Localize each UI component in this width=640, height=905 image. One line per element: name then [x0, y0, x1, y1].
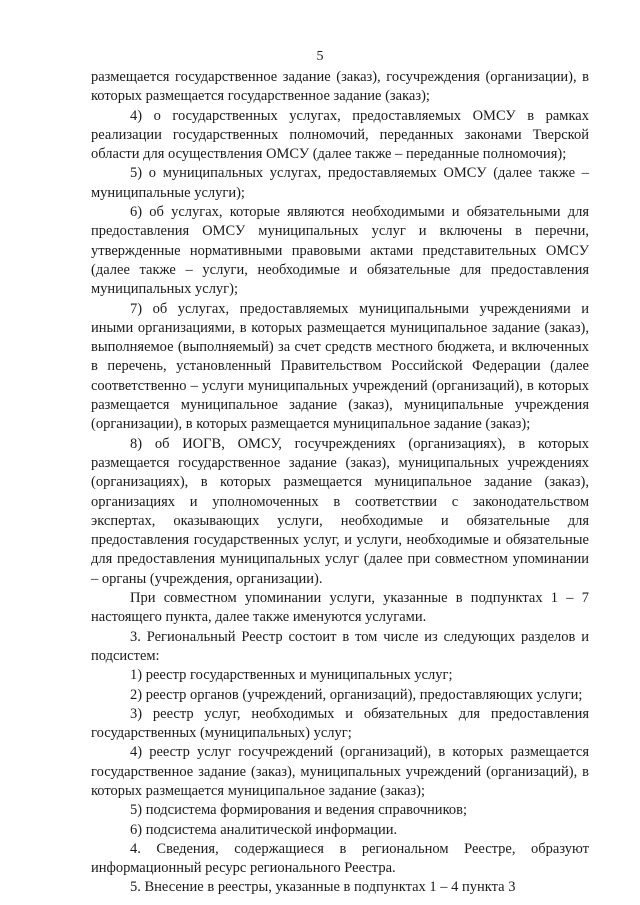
paragraph-section-3: 3. Региональный Реестр состоит в том числе из следующих разделов и подсистем: — [91, 628, 589, 664]
paragraph-section-5: 5. Внесение в реестры, указанные в подпунктах 1 – 4 пункта 3 — [130, 879, 516, 896]
paragraph-item-6: 6) об услугах, которые являются необходимыми и обязательными для предоставления ОМСУ муниципальных услуг и включены в перечни, утвержденные нормативными правовыми актами представительных ОМСУ (далее также – услуги, необходимые и обязательные для предоставления муниципальных услуг); — [91, 204, 589, 298]
paragraph-subsystem-5: 5) подсистема формирования и ведения справочников; — [130, 802, 467, 819]
paragraph-registry-2: 2) реестр органов (учреждений, организаций), предоставляющих услуги; — [130, 686, 583, 703]
paragraph-subsystem-6: 6) подсистема аналитической информации. — [130, 821, 398, 838]
paragraph-joint-mention: При совместном упоминании услуги, указанные в подпунктах 1 – 7 настоящего пункта, далее также именуются услугами. — [91, 590, 589, 626]
page-number: 5 — [316, 49, 324, 64]
paragraph-registry-1: 1) реестр государственных и муниципальных услуг; — [130, 667, 453, 684]
paragraph-item-8: 8) об ИОГВ, ОМСУ, госучреждениях (организациях), в которых размещается государственное задание (заказ), муниципальных учреждениях (организациях), в которых размещается муниципальное задание (заказ), организациях и уполномоченных в соответствии с законодательством экспертах, оказывающих услуги, необходимые и обязательные для предоставления государственных услуг, и услуги, необходимые и обязательные для предоставления муниципальных услуг (далее при совместном упоминании – органы (учреждения, организации). — [91, 435, 589, 587]
paragraph-registry-3: 3) реестр услуг, необходимых и обязательных для предоставления государственных (муниципальных) услуг; — [91, 705, 589, 742]
paragraph-section-4: 4. Сведения, содержащиеся в региональном Реестре, образуют информационный ресурс регионального Реестра. — [91, 840, 589, 877]
document-body — [91, 68, 589, 898]
paragraph-item-5: 5) о муниципальных услугах, предоставляемых ОМСУ (далее также – муниципальные услуги); — [91, 165, 589, 201]
paragraph-item-4: 4) о государственных услугах, предоставляемых ОМСУ в рамках реализации государственных полномочий, переданных законами Тверской области для осуществления ОМСУ (далее также – переданные полномочия); — [91, 107, 589, 163]
paragraph-registry-4: 4) реестр услуг госучреждений (организаций), в которых размещается государственное задание (заказ), муниципальных учреждений (организаций), в которых размещается муниципальное задание (заказ); — [91, 744, 589, 799]
paragraph-continuation: размещается государственное задание (заказ), госучреждения (организации), в которых размещается государственное задание (заказ); — [91, 69, 589, 105]
paragraph-item-7: 7) об услугах, предоставляемых муниципальными учреждениями и иными организациями, в которых размещается муниципальное задание (заказ), выполняемое (выполняемый) за счет средств местного бюджета, и включенных в перечень, установленный Правительством Российской Федерации (далее соответственно – услуги муниципальных учреждений (организаций), в которых размещается муниципальное задание (заказ), муниципальные учреждения (организации), в которых размещается муниципальное задание (заказ); — [91, 300, 589, 433]
